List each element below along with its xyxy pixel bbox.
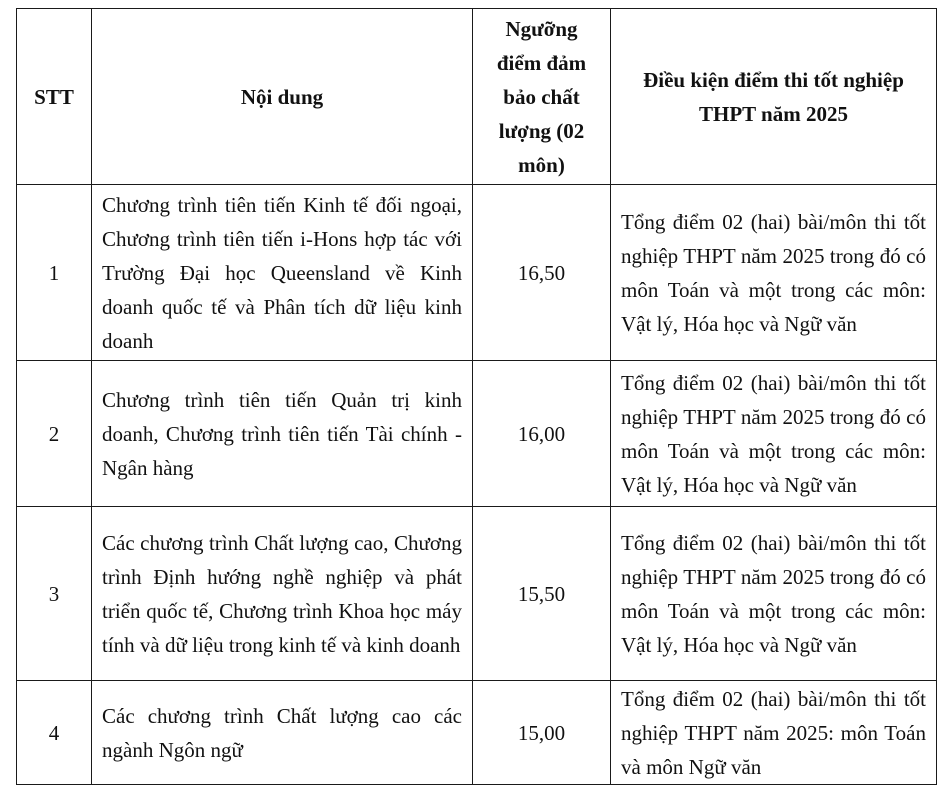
row-threshold: 16,50 [473,185,611,361]
row-stt: 4 [17,681,92,785]
row-threshold: 15,00 [473,681,611,785]
row-content: Chương trình tiên tiến Kinh tế đối ngoại, Chương trình tiên tiến i-Hons hợp tác với Trường Đại học Queensland về Kinh doanh quốc tế và Phân tích dữ liệu kinh doanh [92,185,473,361]
header-stt: STT [17,9,92,185]
row-content: Các chương trình Chất lượng cao các ngành Ngôn ngữ [92,681,473,785]
table-row [17,185,937,361]
header-threshold: Ngưỡng điểm đảm bảo chất lượng (02 môn) [473,9,611,185]
table-row [17,507,937,681]
row-threshold: 15,50 [473,507,611,681]
header-condition: Điều kiện điểm thi tốt nghiệp THPT năm 2025 [611,9,937,185]
row-condition: Tổng điểm 02 (hai) bài/môn thi tốt nghiệp THPT năm 2025: môn Toán và môn Ngữ văn [611,681,937,785]
row-stt: 2 [17,361,92,507]
row-condition: Tổng điểm 02 (hai) bài/môn thi tốt nghiệp THPT năm 2025 trong đó có môn Toán và một trong các môn: Vật lý, Hóa học và Ngữ văn [611,361,937,507]
row-content: Chương trình tiên tiến Quản trị kinh doanh, Chương trình tiên tiến Tài chính - Ngân hàng [92,361,473,507]
table-row [17,361,937,507]
row-threshold: 16,00 [473,361,611,507]
row-stt: 1 [17,185,92,361]
row-condition: Tổng điểm 02 (hai) bài/môn thi tốt nghiệp THPT năm 2025 trong đó có môn Toán và một trong các môn: Vật lý, Hóa học và Ngữ văn [611,185,937,361]
admission-threshold-table [16,8,937,785]
row-content: Các chương trình Chất lượng cao, Chương trình Định hướng nghề nghiệp và phát triển quốc tế, Chương trình Khoa học máy tính và dữ liệu trong kinh tế và kinh doanh [92,507,473,681]
header-content: Nội dung [92,9,473,185]
row-stt: 3 [17,507,92,681]
table-header-row [17,9,937,185]
table-row [17,681,937,785]
row-condition: Tổng điểm 02 (hai) bài/môn thi tốt nghiệp THPT năm 2025 trong đó có môn Toán và một trong các môn: Vật lý, Hóa học và Ngữ văn [611,507,937,681]
